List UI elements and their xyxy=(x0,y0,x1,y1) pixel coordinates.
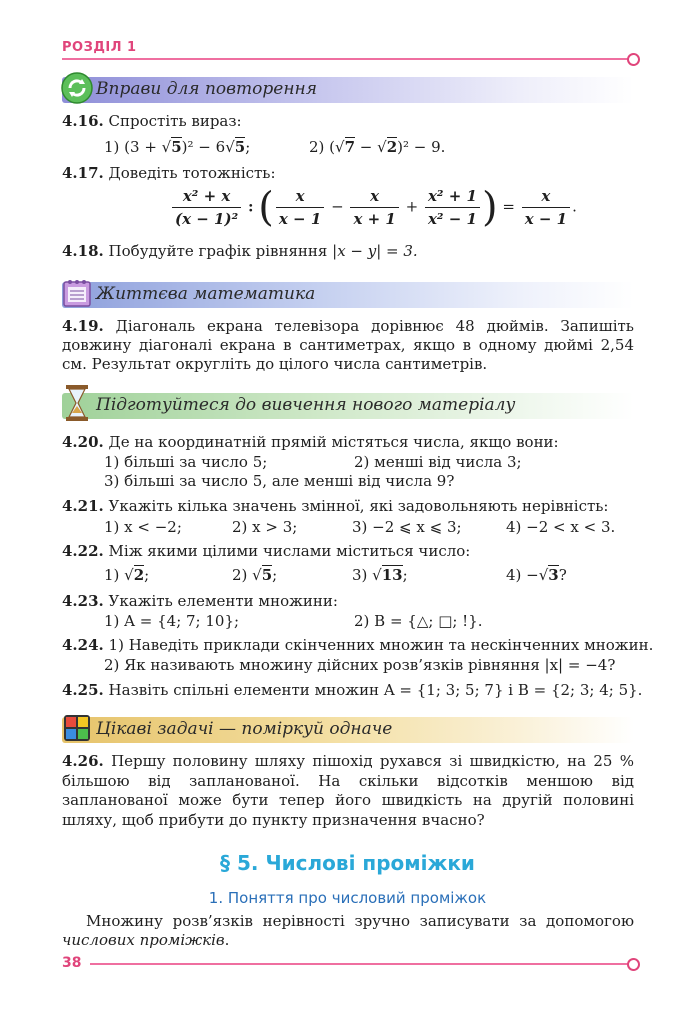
header-rule xyxy=(62,58,628,60)
expr-part: 2) ( xyxy=(309,138,336,156)
expr-part: ; xyxy=(402,566,408,584)
expr-part: 3) xyxy=(352,566,373,584)
exercise-4-22 xyxy=(62,542,470,560)
right-paren: ) xyxy=(481,184,498,231)
banner-prepare xyxy=(62,393,634,419)
fraction xyxy=(350,186,398,229)
sqrt-radicand: 5 xyxy=(234,138,246,156)
exercise-4-21-part-1: 1) x < −2; xyxy=(104,518,182,536)
exercise-number: 4.25. xyxy=(62,681,104,699)
exercise-text: Доведіть тотожність: xyxy=(108,164,276,182)
expr-part: 4) − xyxy=(506,566,539,584)
rubiks-cube-icon xyxy=(60,711,94,745)
banner-prepare-title: Підготуйтеся до вивчення нового матеріалу xyxy=(96,395,516,415)
denominator: (x − 1)² xyxy=(175,210,239,228)
expr-part: 2) xyxy=(232,566,253,584)
banner-repeat xyxy=(62,77,634,103)
exercise-text: Укажіть елементи множини: xyxy=(108,592,338,610)
exercise-number: 4.24. xyxy=(62,636,104,654)
recycle-arrows-icon xyxy=(60,71,94,105)
exercise-number: 4.19. xyxy=(62,317,104,335)
exercise-number: 4.18. xyxy=(62,242,104,260)
exercise-4-21 xyxy=(62,497,609,515)
sqrt-radicand: 2 xyxy=(133,566,145,584)
sqrt-radicand: 7 xyxy=(344,138,356,156)
intro-text: Множину розв’язків нерівності зручно записувати за допомогою xyxy=(86,912,634,930)
exercise-4-20-part-2: 2) менші від числа 3; xyxy=(354,453,522,471)
exercise-text: Побудуйте графік рівняння xyxy=(108,242,333,260)
numerator: x xyxy=(350,186,398,208)
exercise-4-24 xyxy=(62,636,653,654)
banner-puzzles-title: Цікаві задачі — поміркуй одначе xyxy=(96,719,393,739)
exercise-4-26 xyxy=(62,752,634,830)
operator: : xyxy=(247,197,254,216)
exercise-number: 4.22. xyxy=(62,542,104,560)
expr-part: − xyxy=(355,138,378,156)
exercise-4-23 xyxy=(62,592,338,610)
banner-life-math-title: Життєва математика xyxy=(96,284,316,304)
footer-rule xyxy=(90,963,628,965)
intro-paragraph xyxy=(62,912,634,950)
exercise-4-23-part-2: 2) B = {△; □; !}. xyxy=(354,612,483,630)
hourglass-icon xyxy=(60,383,94,423)
exercise-text: Де на координатній прямій містяться числа, якщо вони: xyxy=(108,433,559,451)
exercise-text: 1) Наведіть приклади скінченних множин та нескінченних множин. xyxy=(108,636,654,654)
exercise-4-22-part-3: 3) √13; xyxy=(352,566,408,584)
exercise-number: 4.20. xyxy=(62,433,104,451)
exercise-4-21-part-4: 4) −2 < x < 3. xyxy=(506,518,616,536)
subsection-title: 1. Поняття про числовий проміжок xyxy=(208,889,487,907)
fraction xyxy=(172,186,241,229)
exercise-4-21-part-2: 2) x > 3; xyxy=(232,518,298,536)
expr-part: ; xyxy=(245,138,251,156)
expr-part: ; xyxy=(144,566,150,584)
exercise-text: Першу половину шляху пішохід рухався зі швидкістю, на 25 % більшою від запланованої. На скільки відсотків меншою від запланованої може бути тепер його швидкість на другій половині шляху, щоб прибути до пункту призначення вчасно? xyxy=(62,752,634,829)
exercise-4-16-part-2: 2) (√7 − √2)² − 9. xyxy=(309,138,446,156)
intro-text-end: . xyxy=(224,931,230,949)
exercise-number: 4.23. xyxy=(62,592,104,610)
exercise-number: 4.17. xyxy=(62,164,104,182)
exercise-4-17 xyxy=(62,164,276,182)
exercise-4-22-part-4: 4) −√3? xyxy=(506,566,567,584)
fraction xyxy=(425,186,480,229)
sqrt-radicand: 3 xyxy=(548,566,559,584)
fraction xyxy=(522,186,570,229)
exercise-text: Спростіть вираз: xyxy=(108,112,242,130)
exercise-4-20-part-3: 3) більші за число 5, але менші від числа 9? xyxy=(104,472,455,490)
identity-formula xyxy=(170,186,577,229)
header-rule-dot xyxy=(627,53,640,66)
banner-repeat-title: Вправи для повторення xyxy=(96,79,317,99)
denominator: x² − 1 xyxy=(427,210,477,228)
sqrt-radicand: 2 xyxy=(386,138,398,156)
exercise-text: Укажіть кілька значень змінної, які задовольняють нерівність: xyxy=(108,497,609,515)
fraction xyxy=(276,186,324,229)
exercise-4-22-part-2: 2) √5; xyxy=(232,566,278,584)
exercise-number: 4.26. xyxy=(62,752,104,770)
section-title: § 5. Числові проміжки xyxy=(220,851,475,875)
denominator: x + 1 xyxy=(353,210,396,228)
numerator: x xyxy=(522,186,570,208)
numerator: x² + 1 xyxy=(425,186,480,208)
notepad-icon xyxy=(60,276,94,310)
banner-life-math xyxy=(62,282,634,308)
exercise-number: 4.16. xyxy=(62,112,104,130)
exercise-4-19 xyxy=(62,317,634,374)
exercise-text: Діагональ екрана телевізора дорівнює 48 дюймів. Запишіть довжину діагоналі екрана в сантиметрах, якщо в одному дюймі 2,54 см. Результат округліть до цілого числа сантиметрів. xyxy=(62,317,634,373)
expr-part: ; xyxy=(272,566,278,584)
exercise-number: 4.21. xyxy=(62,497,104,515)
numerator: x² + x xyxy=(172,186,241,208)
expr-part: )² − 9. xyxy=(397,138,446,156)
footer-rule-dot xyxy=(627,958,640,971)
exercise-4-23-part-1: 1) A = {4; 7; 10}; xyxy=(104,612,240,630)
exercise-4-20 xyxy=(62,433,559,451)
exercise-4-25 xyxy=(62,681,642,699)
exercise-text: Назвіть спільні елементи множин A = {1; 3; 5; 7} і B = {2; 3; 4; 5}. xyxy=(108,681,643,699)
sqrt-radicand: 13 xyxy=(381,566,403,584)
math-expression: |x − y| = 3. xyxy=(332,242,418,260)
sqrt-radicand: 5 xyxy=(171,138,182,156)
period: . xyxy=(572,197,577,216)
exercise-4-22-part-1: 1) √2; xyxy=(104,566,150,584)
operator: − xyxy=(331,197,344,216)
exercise-4-16-part-1: 1) (3 + √5)² − 6√5; xyxy=(104,138,251,156)
operator: + xyxy=(405,197,419,216)
exercise-4-21-part-3: 3) −2 ⩽ x ⩽ 3; xyxy=(352,518,462,536)
exercise-4-16 xyxy=(62,112,242,130)
denominator: x − 1 xyxy=(524,210,568,228)
exercise-4-24-part-2: 2) Як називають множину дійсних розв’язків рівняння |x| = −4? xyxy=(104,656,616,674)
expr-part: )² − 6 xyxy=(181,138,226,156)
numerator: x xyxy=(276,186,324,208)
expr-part: 1) xyxy=(104,566,125,584)
denominator: x − 1 xyxy=(278,210,322,228)
expr-part: 1) (3 + xyxy=(104,138,162,156)
expr-part: ? xyxy=(558,566,567,584)
left-paren: ( xyxy=(258,184,274,231)
intro-term: числових проміжків xyxy=(62,931,225,949)
exercise-4-18 xyxy=(62,242,418,260)
page-number: 38 xyxy=(62,955,82,971)
sqrt-radicand: 5 xyxy=(261,566,273,584)
exercise-text: Між якими цілими числами міститься число: xyxy=(108,542,471,560)
section-label: РОЗДІЛ 1 xyxy=(62,40,137,55)
operator: = xyxy=(502,197,515,216)
banner-puzzles xyxy=(62,717,634,743)
exercise-4-20-part-1: 1) більші за число 5; xyxy=(104,453,268,471)
